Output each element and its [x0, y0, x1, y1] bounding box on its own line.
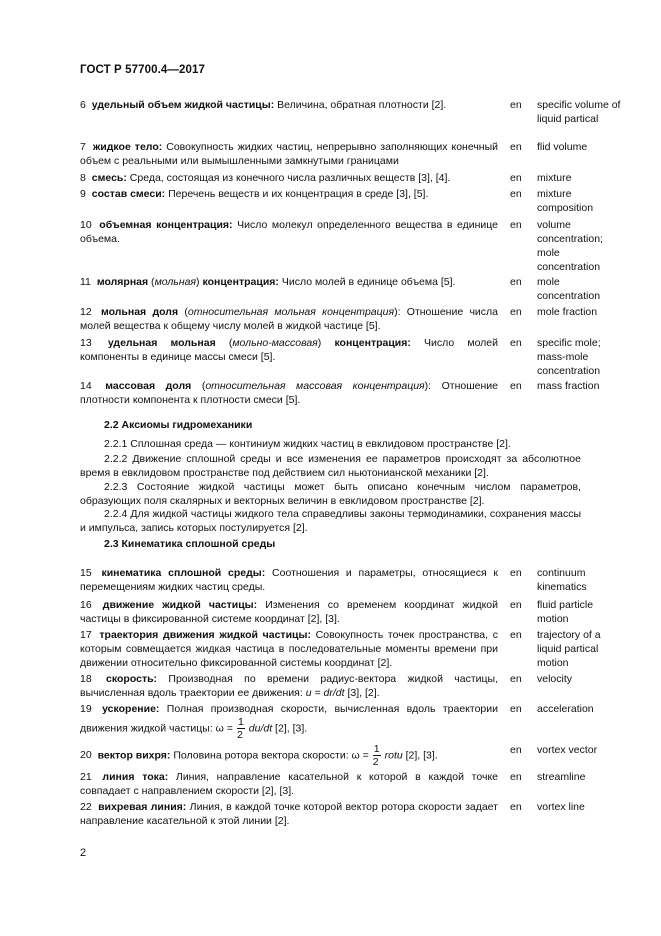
term-equivalent: specific mole; mass-mole concentration — [537, 337, 601, 377]
term-definition: 21 линия тока: Линия, направление касательной к которой в каждой точке совпадает с направлением скорости [2], [3]. — [80, 771, 499, 797]
term-language: en — [510, 380, 522, 392]
term-definition: 17 траектория движения жидкой частицы: Совокупность точек пространства, с которым совмещается жидкая частица в последовательные моменты времени при движении относительно фиксированной системы координат [2]. — [80, 629, 498, 669]
term-language: en — [510, 337, 522, 349]
term-equivalent: volume concentration; mole concentration — [537, 219, 603, 273]
term-equivalent: vortex line — [537, 801, 585, 813]
term-equivalent: streamline — [537, 771, 586, 783]
term-definition: 12 мольная доля (относительная мольная концентрация): Отношение числа молей вещества к общему числу молей в жидкой частице [5]. — [80, 306, 498, 332]
term-language: en — [510, 771, 522, 783]
term-definition: 11 молярная (мольная) концентрация: Число молей в единице объема [5]. — [80, 276, 456, 288]
term-language: en — [510, 801, 522, 813]
term-definition: 8 смесь: Среда, состоящая из конечного числа различных веществ [3], [4]. — [80, 172, 451, 184]
term-language: en — [510, 276, 522, 288]
term-definition: 20 вектор вихря: Половина ротора вектора скорости: ω = $\frac{1}{2}$ rotu [2], [3]. — [80, 743, 438, 768]
term-definition: 18 скорость: Производная по времени радиус-вектора жидкой частицы, вычисленная вдоль траектории ее движения: u = dr/dt [3], [2]. — [80, 673, 498, 699]
paragraph-2-2-1: 2.2.1 Сплошная среда — континиум жидких частиц в евклидовом пространстве [2]. — [104, 438, 511, 450]
term-language: en — [510, 673, 522, 685]
term-language: en — [510, 172, 522, 184]
term-definition: 16 движение жидкой частицы: Изменения со временем координат жидкой частицы в фиксированной системе координат [2], [3]. — [80, 599, 498, 625]
term-language: en — [510, 629, 522, 641]
term-definition: 13 удельная мольная (мольно-массовая) концентрация: Число молей компоненты в единице массы смеси [5]. — [80, 337, 499, 363]
formula: u = dr/dt — [305, 687, 345, 699]
term-definition: 22 вихревая линия: Линия, в каждой точке которой вектор ротора скорости задает направление касательной к этой линии [2]. — [80, 801, 498, 827]
term-language: en — [510, 306, 522, 318]
formula: rotu — [384, 749, 403, 762]
term-equivalent: trajectory of a liquid partical motion — [537, 629, 601, 669]
term-language: en — [510, 219, 522, 231]
term-language: en — [510, 703, 522, 715]
fraction: $\frac{1}{2}$ — [236, 716, 244, 741]
term-equivalent: vortex vector — [537, 744, 598, 756]
section-heading-2-3: 2.3 Кинематика сплошной среды — [104, 538, 276, 550]
term-definition: 15 кинематика сплошной среды: Соотношения и параметры, относящиеся к перемещениям жидких частиц среды. — [80, 567, 499, 593]
paragraph-2-2-3: 2.2.3 Состояние жидкой частицы может быть описано конечным числом параметров, образующих поля скалярных и векторных величин в евклидовом пространстве [2]. — [80, 481, 581, 507]
term-language: en — [510, 567, 522, 579]
page-number: 2 — [80, 847, 87, 859]
term-definition: 7 жидкое тело: Совокупность жидких частиц, непрерывно заполняющих конечный объем с реальными или вымышленными замкнутыми границами — [80, 141, 499, 167]
term-equivalent: mass fraction — [537, 380, 600, 392]
term-equivalent: mixture — [537, 172, 572, 184]
term-definition: 14 массовая доля (относительная массовая концентрация): Отношение плотности компонента к плотности смеси [5]. — [80, 380, 499, 406]
term-equivalent: mixture composition — [537, 188, 594, 214]
term-language: en — [510, 744, 522, 756]
term-equivalent: fluid particle motion — [537, 599, 594, 625]
term-equivalent: mole concentration — [537, 276, 601, 302]
term-language: en — [510, 188, 522, 200]
term-definition: 9 состав смеси: Перечень веществ и их концентрация в среде [3], [5]. — [80, 188, 429, 200]
term-definition: 10 объемная концентрация: Число молекул определенного вещества в единице объема. — [80, 219, 498, 245]
term-equivalent: specific volume of liquid partical — [537, 99, 621, 125]
term-equivalent: velocity — [537, 673, 573, 685]
section-heading-2-2: 2.2 Аксиомы гидромеханики — [104, 419, 253, 431]
term-definition: 19 ускорение: Полная производная скорости, вычисленная вдоль траектории движения жидкой частицы: ω = $\frac{1}{2}$ du/dt [2], [3]. — [80, 703, 498, 741]
term-language: en — [510, 141, 522, 153]
fraction: $\frac{1}{2}$ — [372, 743, 380, 768]
document-header: ГОСТ Р 57700.4—2017 — [80, 64, 205, 76]
term-equivalent: mole fraction — [537, 306, 598, 318]
paragraph-2-2-4: 2.2.4 Для жидкой частицы жидкого тела справедливы законы термодинамики, сохранения массы и импульса, запись которых постулируется [2]. — [80, 508, 581, 534]
term-language: en — [510, 99, 522, 111]
term-equivalent: flid volume — [537, 141, 588, 153]
term-definition: 6 удельный объем жидкой частицы: Величина, обратная плотности [2]. — [80, 99, 447, 111]
term-equivalent: continuum kinematics — [537, 567, 587, 593]
formula: du/dt — [248, 722, 273, 735]
term-equivalent: acceleration — [537, 703, 594, 715]
paragraph-2-2-2: 2.2.2 Движение сплошной среды и все изменения ее параметров происходят за абсолютное время в евклидовом пространстве под действием сил ньютонианской механики [2]. — [80, 453, 581, 479]
term-language: en — [510, 599, 522, 611]
